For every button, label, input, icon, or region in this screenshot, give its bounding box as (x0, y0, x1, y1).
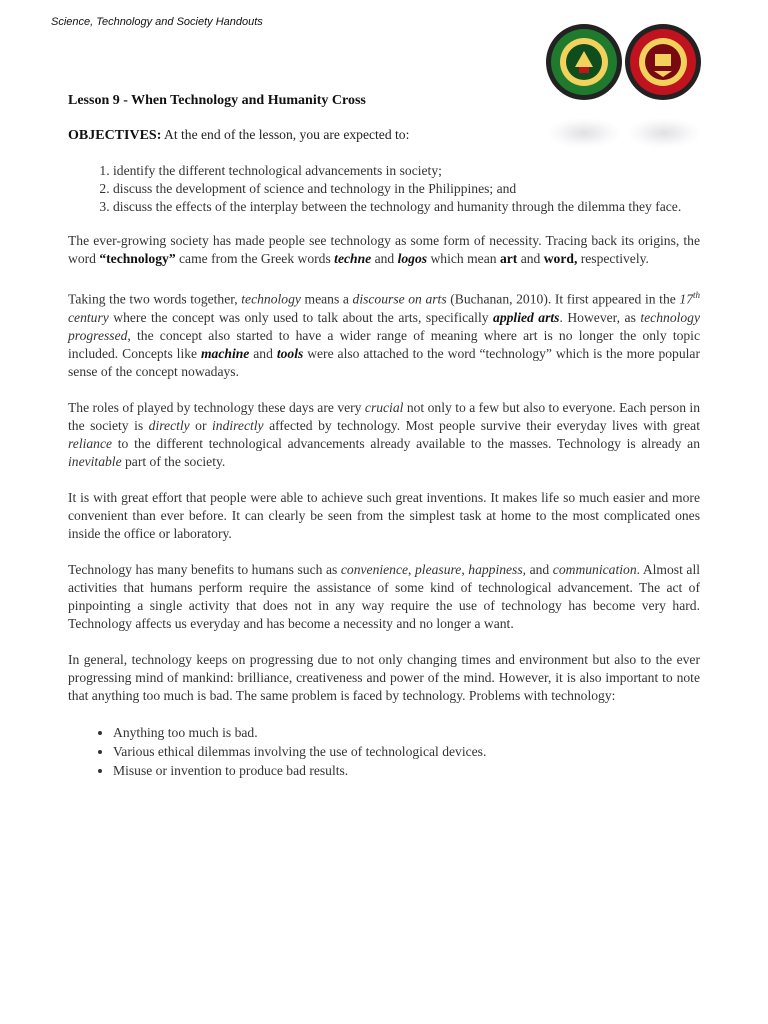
objective-item: 2. discuss the development of science and technology in the Philippines; and (113, 180, 700, 198)
text: which mean (427, 251, 500, 266)
text: The ever-growing society has made people see technology as some form of necessity. Tracing back its origins, the word (68, 233, 700, 266)
text: Technology has many benefits to humans such as (68, 561, 341, 577)
lesson-title: Lesson 9 - When Technology and Humanity Cross (68, 93, 366, 108)
handout-content (68, 92, 700, 780)
emphasis: machine (200, 345, 250, 361)
emphasis: indirectly (212, 417, 264, 433)
text: , (408, 561, 415, 577)
emphasis: reliance (68, 435, 113, 451)
text: , the concept also started to have a wider range of meaning where art is no longer the only topic included. Concepts like (68, 327, 700, 361)
objectives-list (68, 162, 700, 216)
text: and (526, 561, 553, 577)
paragraph-roles (68, 399, 700, 471)
paragraph-origins (68, 232, 700, 268)
objectives-label: OBJECTIVES: (68, 128, 162, 143)
text: Taking the two words together, (68, 291, 242, 307)
text: and (371, 251, 398, 266)
emphasis: directly (148, 417, 190, 433)
emphasis: happiness, (468, 561, 527, 577)
problem-item: • Anything too much is bad. (113, 723, 700, 742)
university-seal-right-icon (624, 23, 702, 101)
text: came from the Greek words (175, 251, 335, 266)
emphasis: crucial (364, 399, 404, 415)
objective-item: 3. discuss the effects of the interplay between the technology and humanity through the dilemma they face. (113, 198, 700, 216)
text: . Almost all activities that humans perform require the assistance of some kind of technological advancement. The act of pinpointing a single activity that does not in any way require the use of technology has become very hard. Technology affects us everyday and has become a necessity and no longer a want. (68, 561, 700, 631)
problem-item: • Various ethical dilemmas involving the use of technological devices. (113, 742, 700, 761)
paragraph-effort: It is with great effort that people were able to achieve such great inventions. It makes life so much easier and more convenient than ever before. It can clearly be seen from the simplest task at home to the most complicated ones inside the office or laboratory. (68, 489, 700, 541)
text: , (461, 561, 469, 577)
university-seal-left-icon (545, 23, 623, 101)
text: The roles of played by technology these days are very (68, 399, 365, 415)
emphasis: 17 (679, 291, 693, 307)
emphasis: pleasure (415, 561, 462, 577)
text: or (189, 417, 212, 433)
emphasis: convenience (340, 561, 409, 577)
emphasis: century (68, 309, 109, 325)
handout-header: Science, Technology and Society Handouts (51, 16, 263, 28)
emphasis: inevitable (68, 453, 122, 469)
text: affected by technology. Most people survive their everyday lives with great (263, 417, 700, 433)
emphasis: technology (241, 291, 301, 307)
text: not only to a few but also to everyone. Each person in the society is (68, 399, 701, 433)
paragraph-benefits (68, 561, 700, 633)
emphasis: “technology” (99, 251, 176, 266)
problem-item: • Misuse or invention to produce bad results. (113, 761, 700, 780)
objectives-intro: At the end of the lesson, you are expected to: (161, 127, 410, 142)
emphasis: communication (552, 561, 637, 577)
emphasis: art (499, 251, 518, 266)
emphasis: techne (334, 251, 372, 266)
emphasis: tools (276, 345, 304, 361)
text: means a (300, 291, 353, 307)
objectives-heading (68, 126, 700, 145)
emphasis: technology progressed (68, 309, 701, 343)
text: were also attached to the word “technology” which is the more popular sense of the concept nowadays. (68, 345, 700, 379)
text: . However, as (559, 309, 641, 325)
text: (Buchanan, 2010). It first appeared in the (446, 291, 680, 307)
text: and (517, 251, 544, 266)
emphasis: applied arts (493, 309, 560, 325)
superscript: th (692, 290, 700, 300)
text: where the concept was only used to talk about the arts, specifically (108, 309, 494, 325)
text: part of the society. (121, 453, 226, 469)
text: to the different technological advancements already available to the masses. Technology is already an (112, 435, 700, 451)
problems-list (68, 723, 700, 780)
emphasis: logos (397, 251, 428, 266)
emphasis: word, (543, 251, 578, 266)
paragraph-problems: In general, technology keeps on progressing due to not only changing times and environment but also to the ever progressing mind of mankind: brilliance, creativeness and power of the mind. However, it is also important to note that anything too much is bad. The same problem is faced by technology. Problems with technology: (68, 651, 700, 703)
text: respectively. (577, 251, 649, 266)
text: and (249, 345, 277, 361)
emphasis: discourse on arts (352, 291, 447, 307)
objective-item: 1. identify the different technological advancements in society; (113, 162, 700, 180)
paragraph-meaning (68, 286, 700, 381)
